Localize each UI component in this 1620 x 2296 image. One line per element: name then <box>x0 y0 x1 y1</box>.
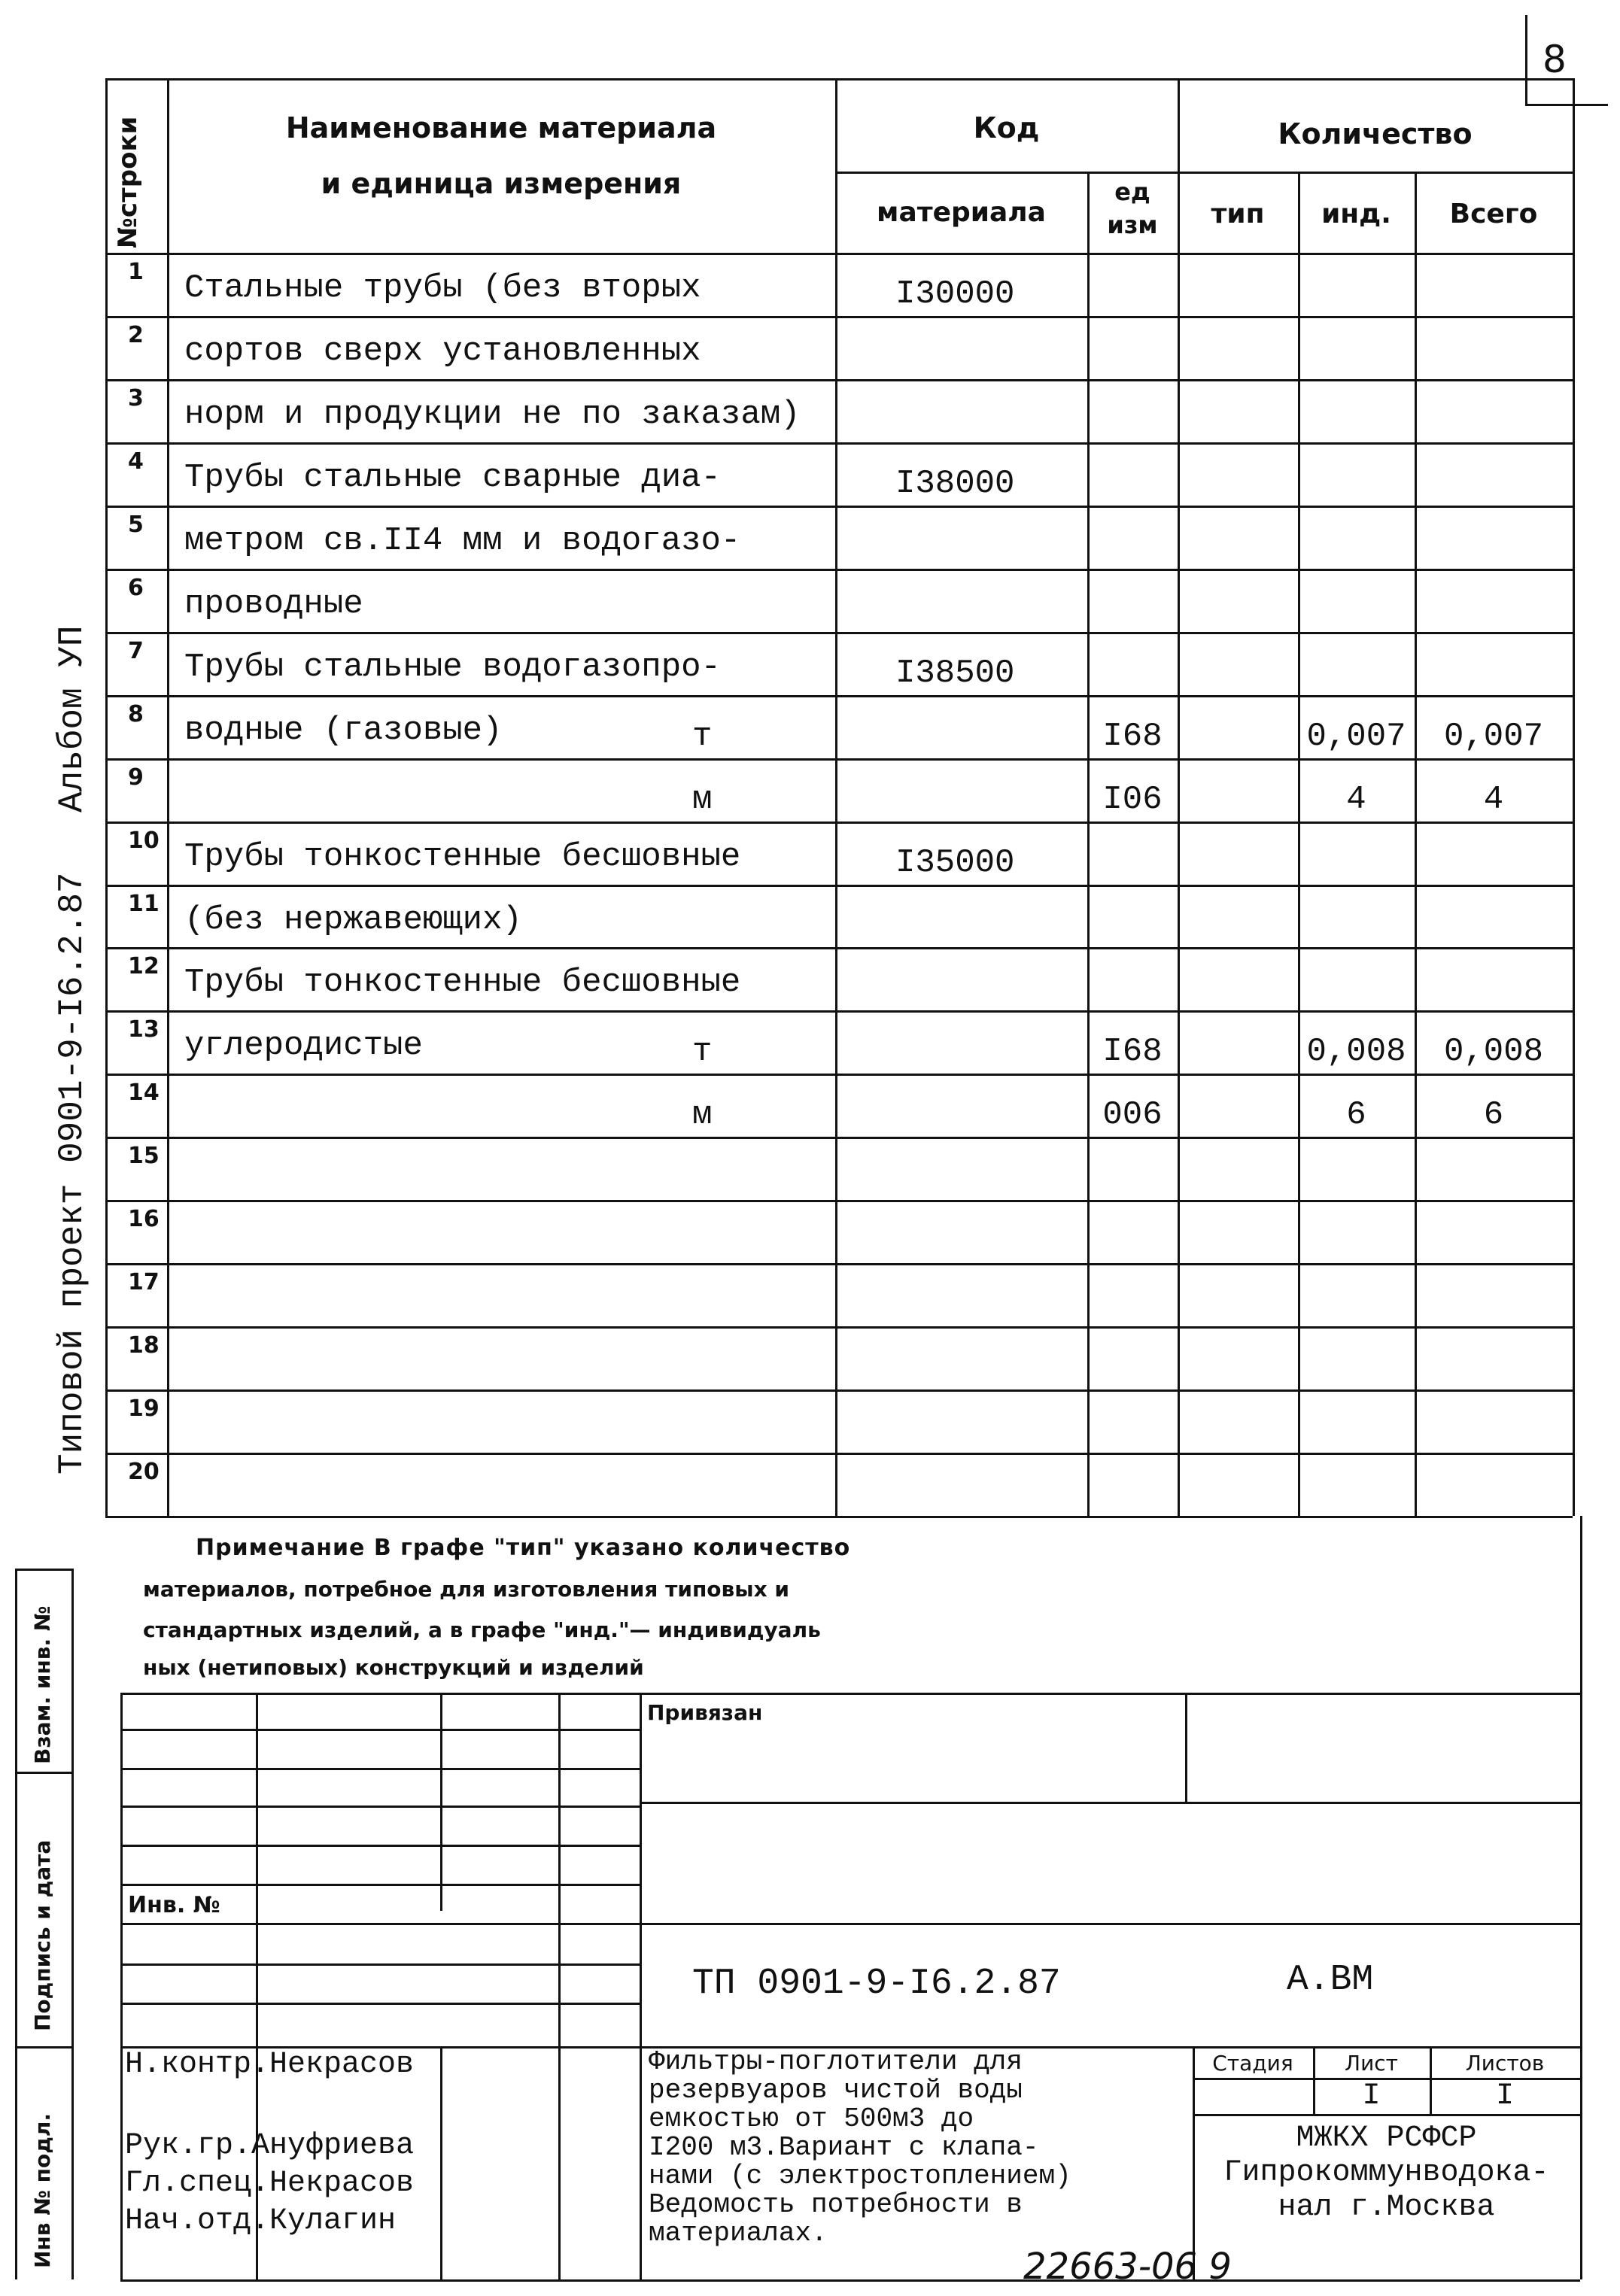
note-line3: стандартных изделий, а в графе "инд."— индивидуаль <box>143 1617 821 1642</box>
col-line-rowno <box>167 78 169 1516</box>
row-number: 5 <box>128 511 144 538</box>
row-number: 8 <box>128 700 144 727</box>
row-ed: I06 <box>1102 780 1163 818</box>
row-number: 2 <box>128 321 144 348</box>
header-unit-2: изм <box>1107 211 1158 239</box>
note-line4: ных (нетиповых) конструкций и изделий <box>143 1655 644 1680</box>
row-number: 1 <box>128 259 144 285</box>
row-number: 9 <box>128 764 144 791</box>
row-number: 13 <box>128 1016 160 1043</box>
stamp-title-line2: резервуаров чистой воды <box>649 2075 1023 2106</box>
row-name: метром св.II4 мм и водогазо- <box>184 521 741 560</box>
header-code-material: материала <box>877 197 1046 228</box>
row-unit: т <box>692 1033 713 1071</box>
stamp-row-1 <box>120 1729 640 1731</box>
stamp-inv-no: Инв. № <box>128 1892 220 1918</box>
row-name: сортов сверх установленных <box>184 332 701 370</box>
row-line <box>105 758 1573 761</box>
side-album-label: Альбом УП <box>53 625 92 812</box>
row-line <box>105 1389 1573 1392</box>
col-line-unit <box>1178 78 1180 1516</box>
col-line-ind <box>1415 172 1417 1516</box>
header-quantity: Количество <box>1278 117 1473 150</box>
row-name: проводные <box>184 585 363 623</box>
stamp-row-7 <box>120 1963 640 1966</box>
row-line <box>105 569 1573 571</box>
row-total: 6 <box>1483 1096 1504 1134</box>
header-code: Код <box>973 111 1040 144</box>
row-line <box>105 379 1573 381</box>
stamp-left <box>120 1693 123 2279</box>
side-project-label: Типовой проект 0901-9-I6.2.87 <box>53 872 92 1474</box>
stamp-sheets-value: I <box>1495 2079 1514 2113</box>
row-line <box>105 316 1573 318</box>
side-podpis-data: Подпись и дата <box>30 1839 55 2031</box>
stamp-sheet-label: Лист <box>1345 2051 1398 2076</box>
row-unit: т <box>692 717 713 755</box>
row-number: 12 <box>128 953 160 980</box>
row-ind: 0,007 <box>1306 717 1406 755</box>
row-total: 0,007 <box>1443 717 1544 755</box>
row-name: водные (газовые) <box>184 711 503 749</box>
row-number: 19 <box>128 1396 160 1423</box>
header-qty-type: тип <box>1211 199 1265 229</box>
stamp-stage-bottom <box>1193 2114 1580 2116</box>
note-line2: материалов, потребное для изготовления типовых и <box>143 1577 789 1602</box>
side-vzam-inv: Взам. инв. № <box>30 1605 55 1764</box>
row-line <box>105 506 1573 508</box>
row-number: 17 <box>128 1269 160 1296</box>
table-top-border <box>105 78 1573 80</box>
stamp-title-line3: емкостью от 500м3 до <box>649 2103 974 2134</box>
row-ed: 006 <box>1102 1096 1163 1134</box>
stamp-title-line7: материалах. <box>649 2218 828 2249</box>
note-line1: Примечание В графе "тип" указано количество <box>196 1535 851 1561</box>
stamp-org-line2: Гипрокоммунводока- <box>1223 2156 1549 2190</box>
row-name: (без нержавеющих) <box>184 900 522 939</box>
row-line <box>105 1074 1573 1076</box>
stamp-person-3-role: Гл.спец. <box>125 2167 270 2200</box>
stamp-margin-top <box>15 1569 71 1571</box>
row-number: 3 <box>128 384 144 412</box>
row-ind: 4 <box>1346 780 1366 818</box>
footer-number: 22663-06 9 <box>1023 2246 1232 2288</box>
row-line <box>105 885 1573 887</box>
stamp-row-3 <box>120 1806 640 1808</box>
side-inv-podl: Инв № подл. <box>30 2112 55 2268</box>
col-line-right <box>1573 78 1575 1516</box>
col-line-left <box>105 78 108 1516</box>
row-code: I38500 <box>895 654 1015 692</box>
stamp-doc-code: ТП 0901-9-I6.2.87 <box>692 1963 1061 2004</box>
stamp-sheet-value: I <box>1362 2079 1381 2113</box>
row-number: 14 <box>128 1080 160 1107</box>
page-number-box-left <box>1525 15 1527 104</box>
stamp-row-8 <box>120 2003 640 2005</box>
stamp-doccode-top <box>640 1923 1580 1925</box>
table-bottom-line <box>105 1516 1573 1518</box>
row-name: Стальные трубы (без вторых <box>184 269 701 307</box>
row-name: Трубы тонкостенные бесшовные <box>184 837 741 876</box>
stamp-title <box>649 2048 1071 2248</box>
row-number: 7 <box>128 637 144 664</box>
stamp-stage-label: Стадия <box>1212 2051 1293 2076</box>
row-ed: I68 <box>1102 1033 1163 1071</box>
row-number: 10 <box>128 827 160 854</box>
row-number: 15 <box>128 1143 160 1170</box>
stamp-grid-v2b <box>440 2046 442 2279</box>
stamp-right <box>1580 1516 1582 2279</box>
stamp-person-2 <box>125 2129 414 2163</box>
stamp-privyazan: Привязан <box>647 1700 763 1725</box>
stamp-person-4 <box>125 2204 396 2238</box>
col-line-type <box>1298 172 1300 1516</box>
page-number-box-bottom <box>1525 104 1608 106</box>
row-code: I35000 <box>895 843 1015 882</box>
stamp-row-6 <box>120 1923 640 1925</box>
stamp-title-line4: I200 м3.Вариант с клапа- <box>649 2132 1039 2163</box>
row-total: 4 <box>1483 780 1504 818</box>
row-line <box>105 695 1573 697</box>
row-ind: 0,008 <box>1306 1033 1406 1071</box>
row-code: I38000 <box>895 464 1015 503</box>
stamp-title-line1: Фильтры-поглотители для <box>649 2046 1023 2077</box>
stamp-person-3 <box>125 2167 414 2200</box>
stamp-person-4-role: Нач.отд. <box>125 2204 270 2238</box>
stamp-grid-v4 <box>640 1693 642 2279</box>
stamp-margin-inner <box>71 1569 74 2279</box>
stamp-person-3-name: Некрасов <box>269 2167 415 2200</box>
row-ind: 6 <box>1346 1096 1366 1134</box>
row-number: 16 <box>128 1206 160 1233</box>
row-number: 4 <box>128 448 144 475</box>
col-line-name <box>835 78 837 1516</box>
header-unit-1: ед <box>1114 178 1150 206</box>
stamp-person-1 <box>125 2048 414 2082</box>
stamp-person-1-role: Н.контр. <box>125 2048 270 2082</box>
row-line <box>105 1263 1573 1265</box>
row-number: 20 <box>128 1459 160 1486</box>
row-unit: м <box>692 780 713 818</box>
header-name-line2: и единица измерения <box>321 167 682 200</box>
row-line <box>105 1200 1573 1202</box>
stamp-org-line3: нал г.Москва <box>1278 2191 1495 2225</box>
row-line <box>105 1010 1573 1013</box>
stamp-title-line5: нами (с электростоплением) <box>649 2161 1071 2191</box>
stamp-row-5 <box>120 1884 640 1886</box>
stamp-row-2 <box>120 1768 640 1770</box>
row-unit: м <box>692 1096 713 1134</box>
row-name: Трубы стальные водогазопро- <box>184 648 721 686</box>
row-line <box>105 822 1573 824</box>
row-total: 0,008 <box>1443 1033 1544 1071</box>
row-ed: I68 <box>1102 717 1163 755</box>
row-code: I30000 <box>895 275 1015 313</box>
stamp-person-1-name: Некрасов <box>269 2048 415 2082</box>
stamp-privyazan-bottom <box>640 1802 1580 1804</box>
stamp-bottom <box>120 2279 1580 2282</box>
row-name: норм и продукции не по заказам) <box>184 395 801 433</box>
header-qty-total: Всего <box>1449 199 1538 229</box>
header-bottom-line <box>105 253 1573 255</box>
stamp-margin-div1 <box>15 1772 71 1774</box>
stamp-sheets-label: Листов <box>1465 2051 1545 2076</box>
row-name: Трубы тонкостенные бесшовные <box>184 964 741 1002</box>
page-number: 8 <box>1542 38 1567 81</box>
row-number: 18 <box>128 1332 160 1359</box>
header-row-number: №строки <box>113 116 143 248</box>
stamp-margin-div2 <box>15 2046 71 2048</box>
col-line-code <box>1087 172 1090 1516</box>
stamp-person-4-name: Кулагин <box>269 2204 397 2238</box>
stamp-org-line1: МЖКХ РСФСР <box>1296 2121 1477 2155</box>
row-number: 6 <box>128 574 144 601</box>
row-line <box>105 1137 1573 1139</box>
header-mid-line <box>835 172 1573 174</box>
stamp-grid-v3 <box>558 1693 561 2279</box>
row-line <box>105 1326 1573 1329</box>
stamp-person-2-role: Рук.гр. <box>125 2129 252 2163</box>
row-line <box>105 632 1573 634</box>
stamp-top <box>120 1693 1580 1695</box>
stamp-privyazan-divider <box>1185 1693 1187 1802</box>
stamp-person-2-name: Ануфриева <box>251 2129 415 2163</box>
stamp-grid-v2 <box>440 1693 442 1911</box>
header-name-line1: Наименование материала <box>285 111 717 144</box>
row-number: 11 <box>128 890 160 917</box>
row-name: Трубы стальные сварные диа- <box>184 458 721 497</box>
stamp-doc-mark: А.ВМ <box>1287 1960 1374 2000</box>
row-line <box>105 947 1573 949</box>
stamp-title-line6: Ведомость потребности в <box>649 2189 1023 2220</box>
header-qty-ind: инд. <box>1321 199 1391 229</box>
stamp-row-4 <box>120 1845 640 1847</box>
stamp-margin-outer <box>15 1569 17 2279</box>
row-line <box>105 442 1573 445</box>
row-line <box>105 1453 1573 1455</box>
row-name: углеродистые <box>184 1027 423 1065</box>
stamp-org <box>1193 2121 1580 2225</box>
